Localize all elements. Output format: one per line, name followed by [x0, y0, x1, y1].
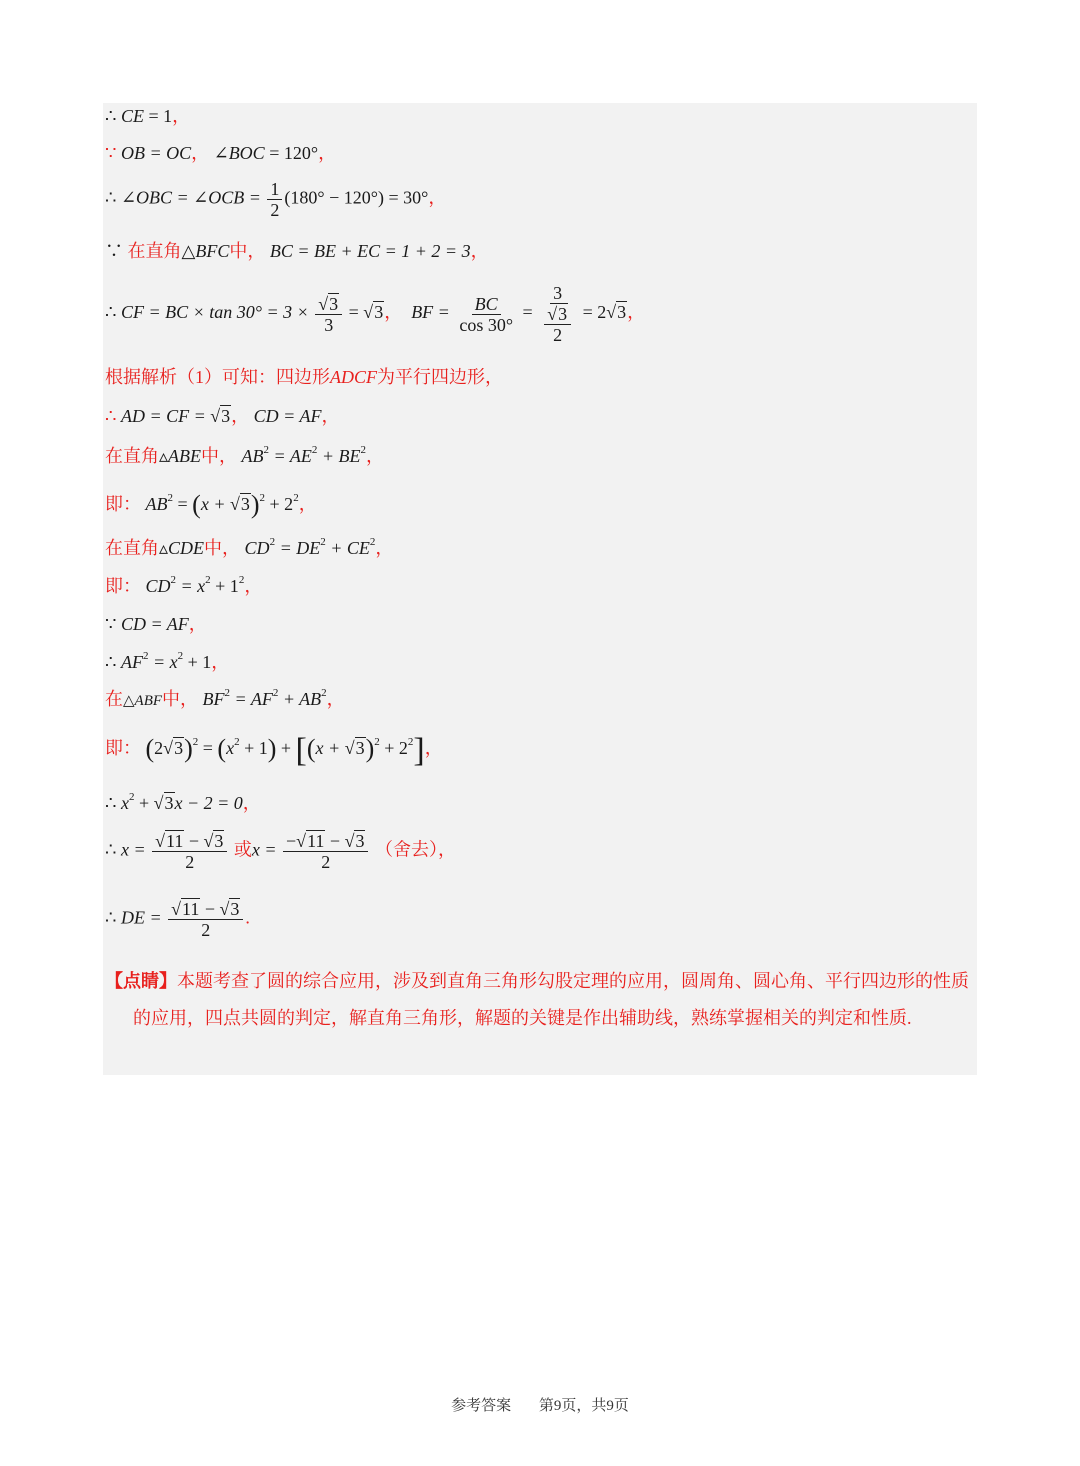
- line-parallelogram: 根据解析（1）可知：四边形ADCF为平行四边形，: [105, 367, 503, 387]
- line-ab-squared: 即： $AB^2 = (x + √3)^2 + 2^2$，: [105, 490, 317, 519]
- fraction: $\frac{1}{2}$: [267, 179, 282, 220]
- line-equation: 即： $(2√3)^2 = (x^2 + 1) + [(x + √3)^2 + 2^2]$，: [105, 732, 443, 769]
- line-ob-oc: ∵ OB = OC， ∠BOC = 120°，: [105, 143, 337, 163]
- fraction: $\frac{√3}{3}$: [315, 294, 342, 335]
- fraction: $\frac{3}{\frac{√3}{2}}$: [539, 283, 576, 345]
- therefore-symbol: ∴: [105, 106, 117, 126]
- line-abf: 在△ABF中， $BF^2 = AF^2 + AB^2$，: [105, 687, 345, 709]
- page-number: 第9页，共9页: [538, 1398, 629, 1414]
- because-symbol: ∵: [105, 143, 117, 163]
- line-angle-obc: ∴ ∠OBC = ∠OCB = $\frac{1}{2}$ (180° − 120°) = 30°，: [105, 179, 447, 220]
- line-cde: 在直角▵CDE中， $CD^2 = DE^2 + CE^2$，: [105, 536, 394, 558]
- line-quadratic: ∴ $x^2 + √3x - 2 = 0$，: [105, 791, 261, 813]
- line-cf-bf: ∴ CF = BC × tan 30° = 3 × $\frac{√3}{3}$ = √3， BF = $\frac{BC}{\cos 30^\circ}$ = $\frac{3}{\frac{√3}{2}}$ = 2√3，: [105, 283, 646, 345]
- line-af-squared: ∴ $AF^2 = x^2 + 1$，: [105, 650, 230, 672]
- line-ce: ∴ CE = 1，: [105, 106, 191, 126]
- page-footer: [0, 1394, 1080, 1415]
- key-point-note: [105, 963, 977, 1037]
- line-cd-af: ∵ CD = AF，: [105, 614, 207, 634]
- fraction: $\frac{√11 - √3}{2}$: [152, 831, 227, 872]
- solution-panel: [103, 103, 977, 1075]
- fraction: $\frac{BC}{\cos 30^\circ}$: [459, 293, 514, 335]
- line-de: ∴ DE = $\frac{√11 - √3}{2}$ .: [105, 899, 250, 940]
- key-point-text: 本题考查了圆的综合应用，涉及到直角三角形勾股定理的应用，圆周角、圆心角、平行四边形的性质的应用，四点共圆的判定，解直角三角形，解题的关键是作出辅助线，熟练掌握相关的判定和性质.: [133, 971, 969, 1028]
- fraction: $\frac{-√11 - √3}{2}$: [283, 831, 368, 872]
- footer-title: 参考答案: [451, 1398, 512, 1414]
- line-bc: ∵ 在直角△BFC中， BC = BE + EC = 1 + 2 = 3，: [105, 241, 489, 261]
- fraction: $\frac{√11 - √3}{2}$: [168, 899, 243, 940]
- key-point-label: 【点睛】: [105, 971, 177, 991]
- line-abe: 在直角▵ABE中， $AB^2 = AE^2 + BE^2$，: [105, 444, 384, 466]
- line-ad-cf: ∴ AD = CF = √3， CD = AF，: [105, 406, 340, 426]
- line-solutions: ∴ x = $\frac{√11 - √3}{2}$ 或x = $\frac{-√11 - √3}{2}$ （舍去），: [105, 831, 456, 872]
- line-cd-squared: 即： $CD^2 = x^2 + 1^2$，: [105, 574, 263, 596]
